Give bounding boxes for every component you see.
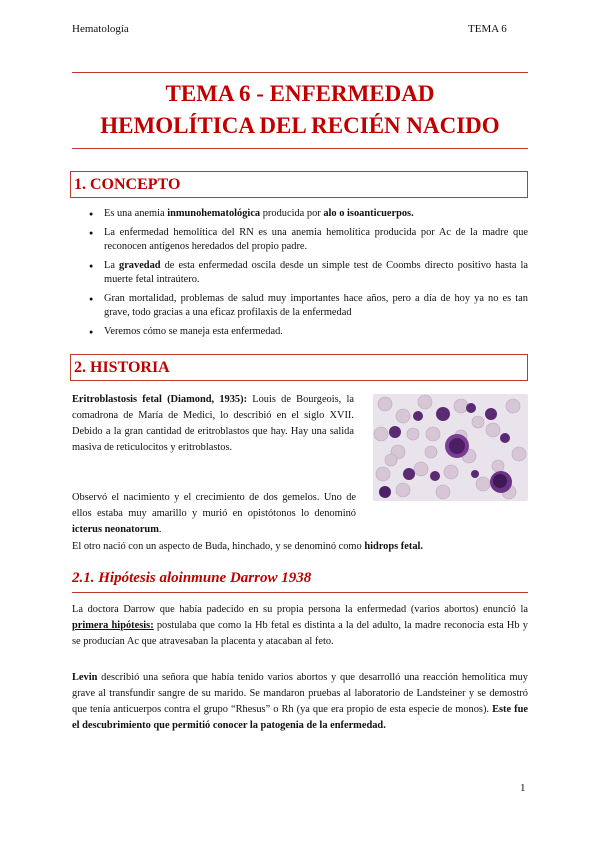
subsection-heading-darrow: 2.1. Hipótesis aloinmune Darrow 1938: [72, 570, 312, 586]
darrow-paragraph-1: La doctora Darrow que había padecido en su propia persona la enfermedad (varios abortos) enunció la primera hipótesis: postulaba que como la Hb fetal es distinta a la del adulto, la madre reconocía esta Hb y se producían Ac que atravesaban la placenta y atacaban al feto.: [72, 604, 528, 647]
header-right: TEMA 6: [468, 23, 507, 35]
list-item: ● Veremos cómo se maneja esta enfermedad.: [72, 325, 528, 340]
title-top-rule: [72, 72, 528, 73]
section-heading-historia: 2. HISTORIA: [70, 354, 528, 381]
list-item: ● La enfermedad hemolítica del RN es una anemia hemolítica producida por Ac de la madre que reconocen antígenos heredados del propio padre.: [72, 226, 528, 255]
section-heading-concepto: 1. CONCEPTO: [70, 171, 528, 198]
blood-smear-micrograph: [373, 394, 528, 501]
page-number: 1: [520, 782, 526, 794]
concept-bullet-list: [72, 207, 528, 343]
history-paragraph-2: Observó el nacimiento y el crecimiento de dos gemelos. Uno de ellos estaba muy amarillo y murió en opistótonos lo denominó icterus neonatorum.: [72, 492, 356, 535]
page-title-line1: TEMA 6 - ENFERMEDAD: [165, 81, 435, 106]
list-item: ● Es una anemia inmunohematológica producida por alo o isoanticuerpos.: [72, 207, 528, 222]
subsection-rule: [72, 592, 528, 593]
history-paragraph-1: Eritroblastosis fetal (Diamond, 1935): Louis de Bourgeois, la comadrona de María de Medici, lo describió en el siglo XVII. Debido a la gran cantidad de eritroblastos que hay. Hay una salida masiva de reticulocitos y eritroblastos.: [72, 394, 354, 453]
darrow-paragraph-2: Levin describió una señora que había tenido varios abortos y que desarrolló una reacción hemolítica muy grave al transfundir sangre de su marido. Se mandaron pruebas al laboratorio de Landsteiner y se demostró que tenía anticuerpos contra el grupo “Rhesus” o Rh (ya que era propio de esta especie de monos). Este fue el descubrimiento que permitió conocer la patogenia de la enfermedad.: [72, 672, 529, 731]
page-title-line2: HEMOLÍTICA DEL RECIÉN NACIDO: [100, 113, 500, 138]
title-bottom-rule: [72, 148, 528, 149]
history-paragraph-3: El otro nació con un aspecto de Buda, hinchado, y se denominó como hidrops fetal.: [72, 541, 424, 552]
list-item: ● Gran mortalidad, problemas de salud muy importantes hace años, pero a día de hoy ya no es tan grave, todo gracias a una eficaz profilaxis de la enfermedad: [72, 292, 528, 321]
list-item: ● La gravedad de esta enfermedad oscila desde un simple test de Coombs directo positivo hasta la muerte fetal intraútero.: [72, 259, 528, 288]
page-title: [72, 78, 528, 142]
header-left: Hematología: [72, 23, 129, 35]
